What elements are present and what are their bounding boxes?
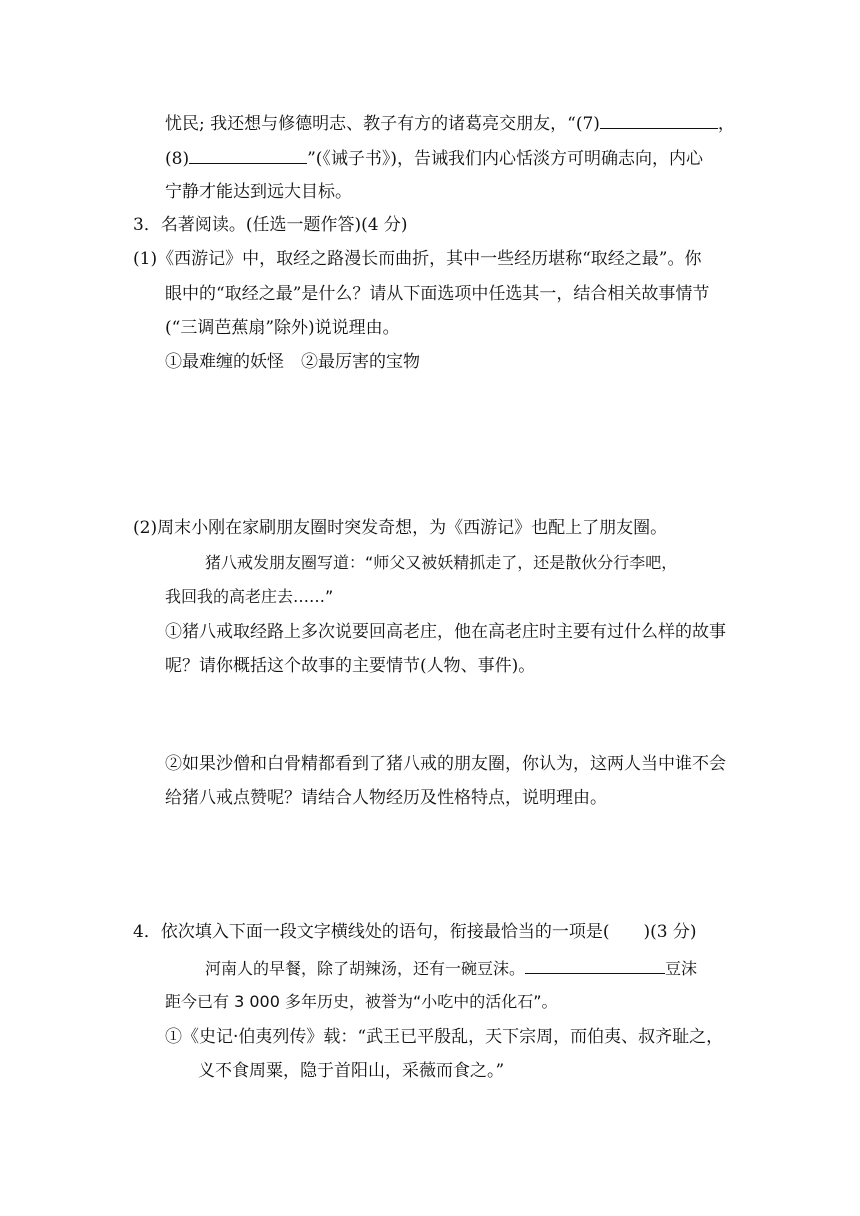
- q3-p1-options: ①最难缠的妖怪 ②最厉害的宝物: [165, 352, 420, 372]
- q2-line-2: [165, 145, 703, 171]
- q3-p2-sub2-line-1: ②如果沙僧和白骨精都看到了猪八戒的朋友圈，你认为，这两人当中谁不会: [165, 754, 726, 774]
- q2-line-2-text: ”(《诫子书》)，告诫我们内心恬淡方可明确志向，内心: [307, 149, 704, 169]
- q4-para-line-2: 距今已有 3 000 多年历史，被誉为“小吃中的活化石”。: [165, 992, 558, 1011]
- q4-para-line-1-end: 豆沫: [665, 959, 698, 978]
- q3-p1-line-3: (“三调芭蕉扇”除外)说说理由。: [165, 318, 400, 338]
- q4-option-1-line-1: ①《史记·伯夷列传》载：“武王已平殷乱，天下宗周，而伯夷、叔齐耻之，: [165, 1027, 724, 1047]
- q4-para-line-1: [205, 955, 697, 981]
- q4-heading: 4．依次填入下面一段文字横线处的语句，衔接最恰当的一项是( )(3 分): [133, 922, 697, 942]
- q3-heading: 3．名著阅读。(任选一题作答)(4 分): [133, 215, 408, 235]
- q3-p2-sub1-line-1: ①猪八戒取经路上多次说要回高老庄，他在高老庄时主要有过什么样的故事: [165, 622, 726, 642]
- q2-line-1-text: 忧民; 我还想与修德明志、教子有方的诸葛亮交朋友，“(7): [165, 114, 600, 134]
- answer-blank-7[interactable]: [600, 110, 718, 129]
- q2-line-1-end: ，: [717, 114, 735, 134]
- q3-p1-line-2: 眼中的“取经之最”是什么？请从下面选项中任选其一，结合相关故事情节: [165, 284, 710, 304]
- q2-line-3: 宁静才能达到远大目标。: [165, 182, 352, 202]
- q3-p2-sub2-line-2: 给猪八戒点赞呢？请结合人物经历及性格特点，说明理由。: [165, 788, 607, 808]
- q3-p1-line-1: (1)《西游记》中，取经之路漫长而曲折，其中一些经历堪称“取经之最”。你: [133, 249, 702, 269]
- q4-para-line-1-text: 河南人的早餐，除了胡辣汤，还有一碗豆沫。: [205, 959, 526, 978]
- q4-answer-blank[interactable]: [525, 955, 665, 974]
- q3-p2-sub1-line-2: 呢？请你概括这个故事的主要情节(人物、事件)。: [165, 656, 536, 676]
- q2-line-2-prefix: (8): [165, 149, 190, 169]
- q3-p2-post-line-1: 猪八戒发朋友圈写道：“师父又被妖精抓走了，还是散伙分行李吧，: [205, 553, 678, 572]
- q3-p2-line-1: (2)周末小刚在家刷朋友圈时突发奇想，为《西游记》也配上了朋友圈。: [133, 518, 668, 538]
- q4-option-1-line-2: 义不食周粟，隐于首阳山，采薇而食之。”: [198, 1061, 505, 1081]
- answer-blank-8[interactable]: [189, 145, 307, 164]
- q2-line-1: [165, 110, 735, 136]
- q3-p2-post-line-2: 我回我的高老庄去……”: [165, 587, 334, 606]
